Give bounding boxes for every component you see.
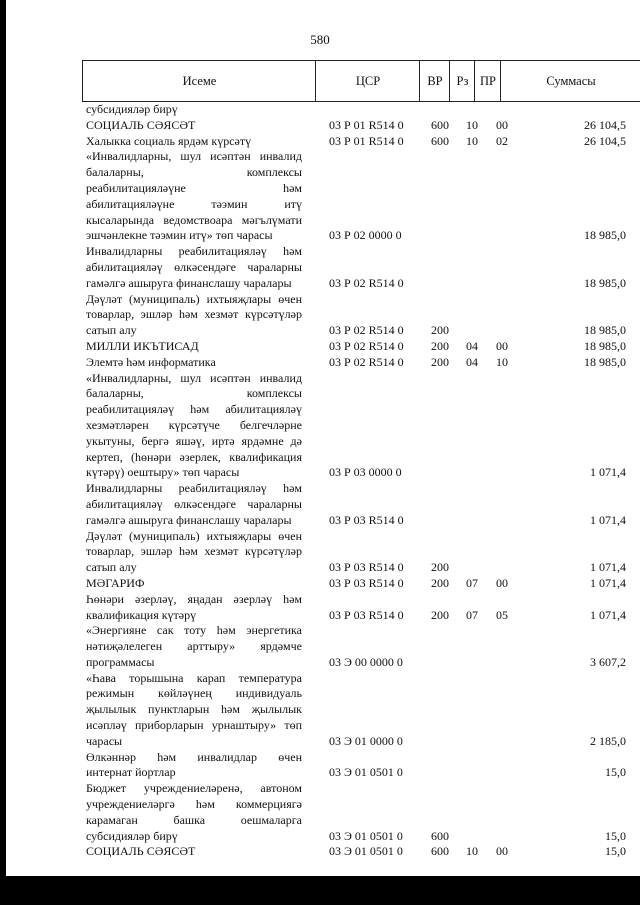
row-name: [86, 592, 302, 624]
row-name-line: балаларны, комплексы: [86, 386, 302, 401]
row-name-line: Дәүләт (муниципаль) ихтыяҗлары өчен: [86, 291, 302, 306]
row-csr: 03 Р 02 R514 0: [329, 354, 404, 369]
row-pr: 00: [496, 338, 508, 353]
row-csr: 03 Р 03 R514 0: [329, 560, 404, 575]
row-name-line: режимын көйләүнең индивидуаль: [86, 686, 302, 701]
row-pr: [487, 655, 517, 671]
row-name-line: карамаган башка оешмаларга: [86, 812, 302, 827]
row-name-line: субсидияләр бирү: [86, 102, 178, 116]
row-pr: [487, 560, 517, 576]
row-csr: 03 Э 00 0000 0: [329, 654, 403, 669]
row-sum: 15,0: [605, 844, 626, 859]
row-pr: 00: [496, 117, 508, 132]
row-sum: 1 071,4: [590, 465, 626, 480]
row-rz: [457, 829, 487, 845]
row-name: [86, 118, 302, 134]
row-name-line: Өлкәннәр һәм инвалидлар өчен: [86, 749, 302, 764]
row-vr: [425, 228, 455, 244]
row-rz: [457, 276, 487, 292]
table-row: [82, 781, 640, 844]
row-name-line: эшчәнлекне тәэмин итү» төп чарасы: [86, 228, 273, 243]
row-name-line: исәпләү приборларын урнаштыру» төп: [86, 718, 302, 733]
row-pr: [487, 228, 517, 244]
row-name-line: товарлар, эшләр һәм хезмәт күрсәтүләр: [86, 307, 302, 322]
row-rz: [457, 102, 487, 118]
table-row: [82, 355, 640, 371]
row-vr: [425, 655, 455, 671]
table-row: [82, 244, 640, 291]
row-rz: [457, 734, 487, 750]
row-pr: [487, 465, 517, 481]
row-name-line: абилитацияләү өлкәсендәге чараларны: [86, 259, 302, 274]
row-vr: 200: [431, 338, 449, 353]
row-csr: 03 Р 01 R514 0: [329, 133, 404, 148]
row-vr: [425, 513, 455, 529]
row-sum: 3 607,2: [590, 654, 626, 669]
row-name-line: гамәлгә ашыруга финанслашу чаралары: [86, 275, 292, 290]
row-name-line: МӘГАРИФ: [86, 575, 145, 590]
row-name-line: МИЛЛИ ИКЪТИСАД: [86, 338, 199, 353]
row-vr: 200: [431, 560, 449, 575]
row-vr: 200: [431, 354, 449, 369]
row-name-line: «Энергияне сак тоту һәм энергетика: [86, 623, 302, 638]
row-csr: 03 Р 03 R514 0: [329, 512, 404, 527]
row-name: [86, 671, 302, 750]
table-row: [82, 529, 640, 576]
row-rz: [457, 465, 487, 481]
row-rz: 10: [466, 844, 478, 859]
row-name-line: кертеп, (һөнәри әзерлек, квалификация: [86, 449, 302, 464]
table-row: [82, 339, 640, 355]
page-number: 580: [310, 32, 330, 47]
row-name-line: сатып алу: [86, 560, 137, 575]
scan-left-border: [0, 0, 6, 905]
row-name-line: сатып алу: [86, 323, 137, 338]
row-sum: 18 985,0: [584, 338, 626, 353]
header-vr: ВР: [419, 61, 450, 101]
row-name-line: реабилитацияләү һәм абилитацияләү: [86, 402, 302, 417]
row-rz: [457, 560, 487, 576]
table-row: [82, 844, 640, 860]
row-rz: [457, 323, 487, 339]
row-sum: 18 985,0: [584, 323, 626, 338]
row-csr: 03 Р 02 R514 0: [329, 338, 404, 353]
row-name: [86, 781, 302, 844]
row-vr: 200: [431, 575, 449, 590]
row-name-line: субсидияләр бирү: [86, 828, 178, 843]
row-pr: [487, 765, 517, 781]
row-vr: [425, 102, 455, 118]
row-name: [86, 339, 302, 355]
row-rz: 07: [466, 575, 478, 590]
row-csr: 03 Р 03 0000 0: [329, 465, 402, 480]
row-name-line: Инвалидларны реабилитацияләү һәм: [86, 481, 302, 496]
row-name: [86, 529, 302, 576]
row-pr: 10: [496, 354, 508, 369]
row-name: [86, 292, 302, 339]
row-pr: [487, 734, 517, 750]
row-name-line: «Һава торышына карап температура: [86, 670, 302, 685]
row-name-line: учреждениеләргә һәм коммерциягә: [86, 797, 302, 812]
table-row: [82, 292, 640, 339]
row-name-line: Бюджет учреждениеләренә, автоном: [86, 781, 302, 796]
row-rz: [457, 228, 487, 244]
row-name: [86, 844, 302, 860]
row-name-line: укытуны, бергә яшәү, иртә ярдәмне дә: [86, 433, 302, 448]
row-pr: 00: [496, 575, 508, 590]
row-pr: 05: [496, 607, 508, 622]
row-csr: 03 Р 01 R514 0: [329, 117, 404, 132]
row-sum: 2 185,0: [590, 733, 626, 748]
scan-bottom-border: [0, 876, 640, 905]
budget-table: [82, 60, 640, 860]
row-name: [86, 371, 302, 482]
row-name-line: реабилитацияләүне һәм: [86, 180, 302, 195]
row-name: [86, 134, 302, 150]
row-vr: 600: [431, 844, 449, 859]
row-csr: 03 Э 01 0501 0: [329, 765, 403, 780]
row-sum: 18 985,0: [584, 275, 626, 290]
row-name-line: Элемтә һәм информатика: [86, 354, 216, 369]
row-rz: [457, 513, 487, 529]
row-vr: 200: [431, 323, 449, 338]
row-name: [86, 623, 302, 670]
row-vr: 600: [431, 117, 449, 132]
row-sum: 15,0: [605, 828, 626, 843]
row-csr: 03 Р 02 0000 0: [329, 228, 402, 243]
table-row: [82, 102, 640, 118]
row-sum: 18 985,0: [584, 354, 626, 369]
row-sum: 1 071,4: [590, 607, 626, 622]
row-rz: 10: [466, 133, 478, 148]
row-vr: [425, 465, 455, 481]
row-name-line: гамәлгә ашыруга финанслашу чаралары: [86, 512, 292, 527]
table-row: [82, 671, 640, 750]
table-row: [82, 750, 640, 782]
row-rz: 07: [466, 607, 478, 622]
row-vr: [425, 276, 455, 292]
row-name-line: нәтиҗәлелеген арттыру» ярдәмче: [86, 639, 302, 654]
row-vr: [425, 765, 455, 781]
header-csr: ЦСР: [315, 61, 420, 101]
row-name: [86, 355, 302, 371]
table-row: [82, 623, 640, 670]
row-name: [86, 102, 302, 118]
row-name-line: күтәрү) оештыру» төп чарасы: [86, 465, 240, 480]
row-vr: 600: [431, 133, 449, 148]
header-pr: ПР: [474, 61, 501, 101]
row-pr: [487, 829, 517, 845]
row-csr: 03 Р 03 R514 0: [329, 607, 404, 622]
row-sum: 18 985,0: [584, 228, 626, 243]
row-rz: [457, 765, 487, 781]
row-name-line: балаларны, комплексы: [86, 165, 302, 180]
row-name-line: Инвалидларны реабилитацияләү һәм: [86, 244, 302, 259]
row-sum: 26 104,5: [584, 133, 626, 148]
row-name-line: интернат йортлар: [86, 765, 176, 780]
row-name: [86, 576, 302, 592]
row-rz: 10: [466, 117, 478, 132]
row-csr: 03 Э 01 0000 0: [329, 733, 403, 748]
table-row: [82, 481, 640, 528]
row-csr: 03 Р 02 R514 0: [329, 275, 404, 290]
row-rz: 04: [466, 354, 478, 369]
row-name-line: программасы: [86, 654, 155, 669]
row-sum: 1 071,4: [590, 512, 626, 527]
table-row: [82, 576, 640, 592]
row-name-line: Халыкка социаль ярдәм күрсәтү: [86, 133, 252, 148]
row-sum: 1 071,4: [590, 575, 626, 590]
row-rz: [457, 655, 487, 671]
row-pr: 00: [496, 844, 508, 859]
row-name-line: «Инвалидларны, шул исәптән инвалид: [86, 149, 302, 164]
header-name: Исеме: [82, 61, 316, 101]
row-name-line: чарасы: [86, 733, 123, 748]
row-sum: 26 104,5: [584, 117, 626, 132]
header-rz: Рз: [449, 61, 475, 101]
row-vr: [425, 734, 455, 750]
row-name: [86, 750, 302, 782]
row-name-line: абилитацияләү өлкәсендәге чараларны: [86, 496, 302, 511]
row-pr: [487, 102, 517, 118]
table-row: [82, 149, 640, 244]
row-name-line: абилитацияләүне тәэмин итү: [86, 196, 302, 211]
row-pr: [487, 323, 517, 339]
table-header: [82, 60, 640, 102]
row-vr: 200: [431, 607, 449, 622]
row-sum: 1 071,4: [590, 560, 626, 575]
row-name: [86, 481, 302, 528]
row-name-line: хезмәтләрен күрсәтүче белгечләрне: [86, 417, 302, 432]
row-sum: 15,0: [605, 765, 626, 780]
row-name-line: Дәүләт (муниципаль) ихтыяҗлары өчен: [86, 528, 302, 543]
row-name-line: квалификация күтәрү: [86, 607, 197, 622]
row-name-line: товарлар, эшләр һәм хезмәт күрсәтүләр: [86, 544, 302, 559]
row-pr: [487, 513, 517, 529]
table-row: [82, 134, 640, 150]
row-vr: 600: [431, 828, 449, 843]
row-pr: 02: [496, 133, 508, 148]
row-rz: 04: [466, 338, 478, 353]
row-name: [86, 244, 302, 291]
header-sum: Суммасы: [500, 61, 640, 101]
row-name-line: «Инвалидларны, шул исәптән инвалид: [86, 370, 302, 385]
row-name-line: СОЦИАЛЬ СӘЯСӘТ: [86, 844, 196, 859]
row-csr: 03 Э 01 0501 0: [329, 844, 403, 859]
row-csr: 03 Р 03 R514 0: [329, 575, 404, 590]
row-csr: 03 Р 02 R514 0: [329, 323, 404, 338]
row-name-line: СОЦИАЛЬ СӘЯСӘТ: [86, 117, 196, 132]
row-name-line: кысаларында ведомствоара мәгълүмати: [86, 212, 302, 227]
table-body: [82, 102, 640, 860]
row-pr: [487, 276, 517, 292]
row-name: [86, 149, 302, 244]
row-name-line: җылылык пунктларын һәм җылылык: [86, 702, 302, 717]
table-row: [82, 371, 640, 482]
row-csr: 03 Э 01 0501 0: [329, 828, 403, 843]
table-row: [82, 118, 640, 134]
table-row: [82, 592, 640, 624]
row-name-line: Һөнәри әзерләү, яңадан әзерләү һәм: [86, 591, 302, 606]
